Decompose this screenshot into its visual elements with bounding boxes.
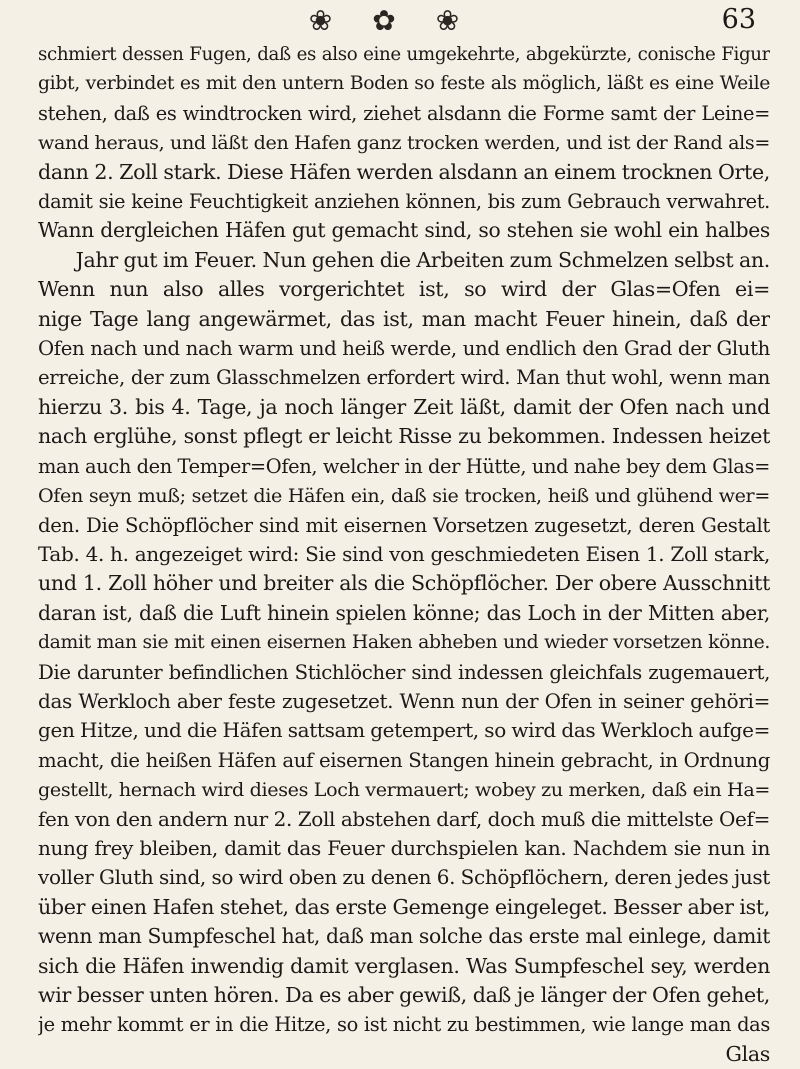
text-line: gibt, verbindet es mit den untern Boden so feste als möglich, läßt es eine Weile <box>38 73 770 95</box>
text-line: sich die Häfen inwendig damit verglasen. Was Sumpfeschel sey, werden <box>38 953 770 978</box>
flower-ornament-icon: ❀ <box>435 4 500 37</box>
text-line: macht, die heißen Häfen auf eisernen Stangen hinein gebracht, in Ordnung <box>38 748 770 772</box>
text-line: hierzu 3. bis 4. Tage, ja noch länger Zeit läßt, damit der Ofen nach und <box>38 394 770 419</box>
text-line: Ofen nach und nach warm und heiß werde, und endlich den Grad der Gluth <box>38 337 770 361</box>
text-line: Wenn nun also alles vorgerichtet ist, so wird der Glas=Ofen ei= <box>38 277 770 302</box>
text-line: über einen Hafen stehet, das erste Gemenge eingeleget. Besser aber ist, <box>38 894 770 919</box>
text-line: wir besser unten hören. Da es aber gewiß, daß je länger der Ofen gehet, <box>38 983 770 1007</box>
text-line: wand heraus, und läßt den Hafen ganz trocken werden, und ist der Rand als= <box>38 131 770 155</box>
text-line: das Werkloch aber feste zugesetzet. Wenn nun der Ofen in seiner gehöri= <box>38 688 770 713</box>
text-line: gestellt, hernach wird dieses Loch vermauert; wobey zu merken, daß ein Ha= <box>38 778 770 802</box>
page-number: 63 <box>721 4 756 35</box>
text-line: schmiert dessen Fugen, daß es also eine umgekehrte, abgekürzte, conische Figur <box>38 44 770 65</box>
text-line: fen von den andern nur 2. Zoll abstehen darf, doch muß die mittelste Oef= <box>38 806 770 831</box>
text-line: damit sie keine Feuchtigkeit anziehen können, bis zum Gebrauch verwahret. <box>38 190 770 214</box>
text-line: voller Gluth sind, so wird oben zu denen 6. Schöpflöchern, deren jedes just <box>38 865 770 890</box>
text-line: Tab. 4. h. angezeiget wird: Sie sind von geschmiedeten Eisen 1. Zoll stark, <box>38 541 770 566</box>
header-ornaments <box>38 4 770 37</box>
catchword: Glas <box>725 1041 770 1066</box>
text-line: nige Tage lang angewärmet, das ist, man macht Feuer hinein, daß der <box>38 306 770 331</box>
text-line: dann 2. Zoll stark. Diese Häfen werden alsdann an einem trocknen Orte, <box>38 159 770 184</box>
page-header <box>38 0 770 40</box>
text-line: damit man sie mit einen eisernen Haken abheben und wieder vorsetzen könne. <box>38 632 770 654</box>
text-line: und 1. Zoll höher und breiter als die Schöpflöcher. Der obere Ausschnitt <box>38 571 770 596</box>
text-line: daran ist, daß die Luft hinein spielen könne; das Loch in der Mitten aber, <box>38 600 770 625</box>
text-line: Wann dergleichen Häfen gut gemacht sind, so stehen sie wohl ein halbes <box>38 218 770 243</box>
text-line: erreiche, der zum Glasschmelzen erfordert wird. Man thut wohl, wenn man <box>38 366 770 390</box>
text-line: je mehr kommt er in die Hitze, so ist nicht zu bestimmen, wie lange man das <box>38 1013 770 1037</box>
text-line: Jahr gut im Feuer. Nun gehen die Arbeiten zum Schmelzen selbst an. <box>75 247 770 272</box>
text-line: man auch den Temper=Ofen, welcher in der Hütte, und nahe bey dem Glas= <box>38 454 770 478</box>
flower-ornament-icon: ❀ <box>308 4 373 37</box>
text-line: nach erglühe, sonst pflegt er leicht Risse zu bekommen. Indessen heizet <box>38 424 770 449</box>
text-line: gen Hitze, und die Häfen sattsam getempert, so wird das Werkloch aufge= <box>38 718 770 743</box>
text-line: Ofen seyn muß; setzet die Häfen ein, daß sie trocken, heiß und glühend wer= <box>38 484 770 508</box>
text-line: stehen, daß es windtrocken wird, ziehet alsdann die Forme samt der Leine= <box>38 101 770 125</box>
flower-ornament-icon: ✿ <box>372 4 436 37</box>
text-line: wenn man Sumpfeschel hat, daß man solche das erste mal einlege, damit <box>38 924 770 949</box>
body-text <box>38 40 770 1069</box>
text-line: den. Die Schöpflöcher sind mit eisernen Vorsetzen zugesetzt, deren Gestalt <box>38 513 770 537</box>
text-line: Die darunter befindlichen Stichlöcher sind indessen gleichfals zugemauert, <box>38 660 770 684</box>
text-line: nung frey bleiben, damit das Feuer durchspielen kan. Nachdem sie nun in <box>38 835 770 860</box>
